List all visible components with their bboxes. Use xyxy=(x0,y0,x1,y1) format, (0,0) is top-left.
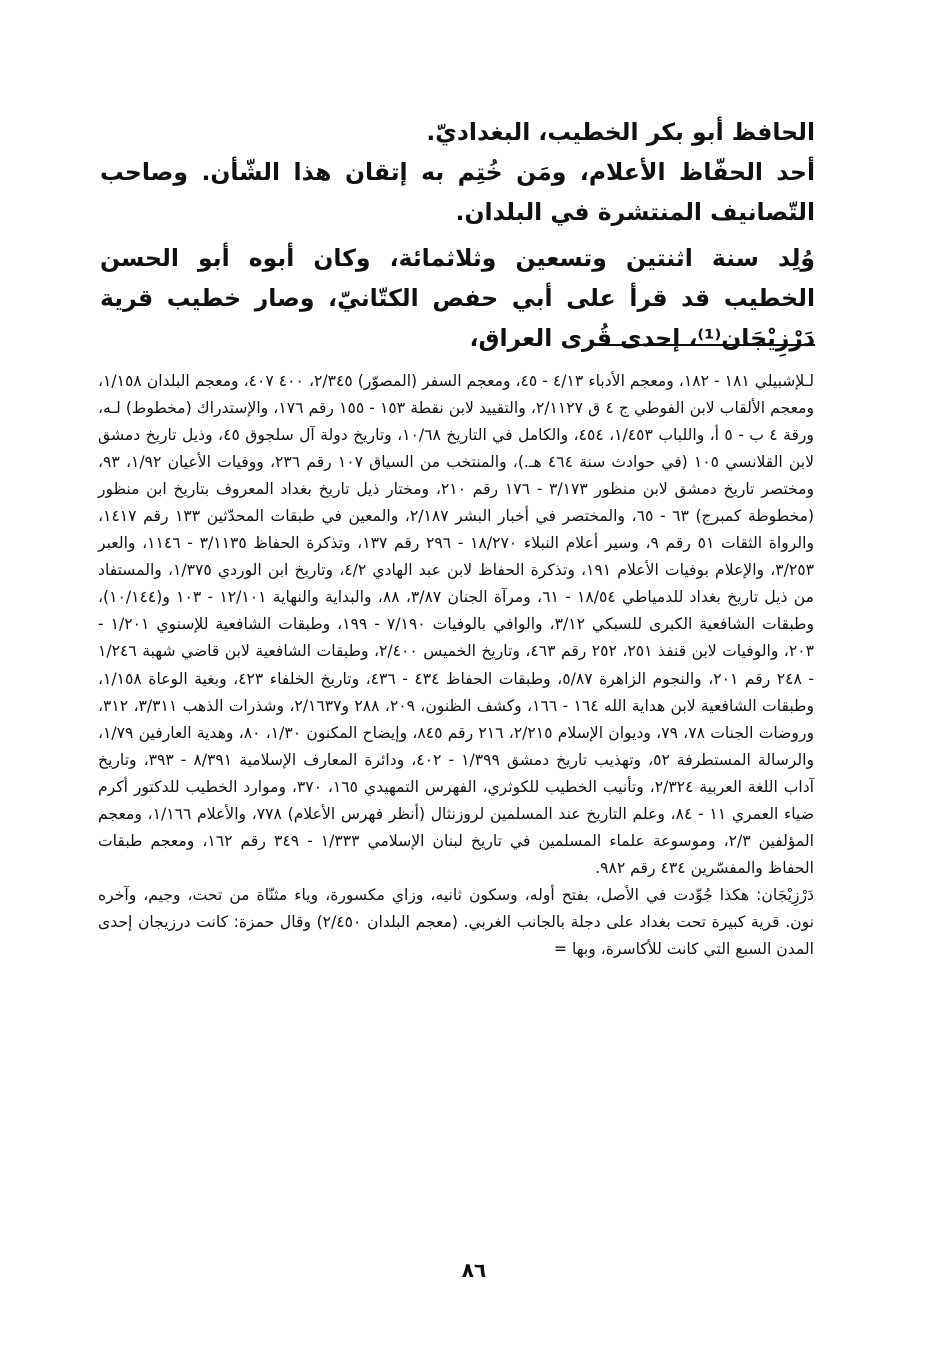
footnote-sources: لـلإشبيلي ١٨١ - ١٨٢، ومعجم الأدباء ٤/١٣ - ٤٥، ومعجم السفر (المصوّر) ٢/٣٤٥، ٤٠٠ ٤٠٧، ومعجم البلدان ١/١٥٨، ومعجم الألقاب لابن الفوطي ج ٤ ق ٢/١١٢٧، والتقييد لابن نقطة ١٥٣ - ١٥٥ رقم ١٧٦، والإستدراك (مخطوط) لـه، ورقة ٤ ب - ٥ أ، واللباب ١/٤٥٣، ٤٥٤، والكامل في التاريخ ١٠/٦٨، وتاريخ دولة آل سلجوق ٤٥، وذيل تاريخ دمشق لابن القلانسي ١٠٥ (في حوادث سنة ٤٦٤ هـ.)، والمنتخب من السياق ١٠٧ رقم ٢٣٦، ووفيات الأعيان ١/٩٢، ٩٣، ومختصر تاريخ دمشق لابن منظور ٣/١٧٣ - ١٧٦ رقم ٢١٠، ومختار ذيل تاريخ بغداد المعروف بتاريخ ابن منظور (مخطوطة كمبرج) ٦٣ - ٦٥، والمختصر في أخبار البشر ٢/١٨٧، والمعين في طبقات المحدّثين ١٣٣ رقم ١٤١٧، والرواة الثقات ٥١ رقم ٩، وسير أعلام النبلاء ١٨/٢٧٠ - ٢٩٦ رقم ١٣٧، وتذكرة الحفاظ ٣/١١٣٥ - ١١٤٦، والعبر ٣/٢٥٣، والإعلام بوفيات الأعلام ١٩١، وتذكرة الحفاظ لابن عبد الهادي ٤/٢، وتاريخ ابن الوردي ١/٣٧٥، والمستفاد من ذيل تاريخ بغداد للدمياطي ١٨/٥٤ - ٦١، ومرآة الجنان ٣/٨٧، ٨٨، والبداية والنهاية ١٢/١٠١ - ١٠٣ و(١٠/١٤٤)، وطبقات الشافعية الكبرى للسبكي ٣/١٢، والوافي بالوفيات ٧/١٩٠ - ١٩٩، وطبقات الشافعية للإسنوي ١/٢٠١ - ٢٠٣، والوفيات لابن قنفذ ٢٥١، ٢٥٢ رقم ٤٦٣، وتاريخ الخميس ٢/٤٠٠، وطبقات الشافعية لابن قاضي شهبة ١/٢٤٦ - ٢٤٨ رقم ٢٠١، والنجوم الزاهرة ٥/٨٧، وطبقات الحفاظ ٤٣٤ - ٤٣٦، وتاريخ الخلفاء ٤٢٣، وبغية الوعاة ١/١٥٨، وطبقات الشافعية لابن هداية الله ١٦٤ - ١٦٦، وكشف الظنون، ٢٠٩، ٢٨٨ و٢/١٦٣٧، وشذرات الذهب ٣/٣١١، ٣١٢، وروضات الجنات ٧٨، ٧٩، وديوان الإسلام ٢/٢١٥، ٢١٦ رقم ٨٤٥، وإيضاح المكنون ١/٣٠، ٨٠، وهدية العارفين ١/٧٩، والرسالة المستطرفة ٥٢، وتهذيب تاريخ دمشق ١/٣٩٩ - ٤٠٢، ودائرة المعارف الإسلامية ٨/٣٩١ - ٣٩٣، وتاريخ آداب اللغة العربية ٢/٣٢٤، وتأنيب الخطيب للكوثري، الفهرس التمهيدي ١٦٥، ٣٧٠، وموارد الخطيب للدكتور أكرم ضياء العمري ١١ - ٨٤، وعلم التاريخ عند المسلمين لروزنثال (أنظر فهرس الأعلام) ٧٧٨، والأعلام ١/١٦٦، ومعجم المؤلفين ٢/٣، وموسوعة علماء المسلمين في تاريخ لبنان الإسلامي ١/٣٣٣ - ٣٤٩ رقم ١٦٢، ومعجم طبقات الحفاظ والمفسّرين ٤٣٤ رقم ٩٨٢. xyxy=(98,372,815,877)
main-paragraph-biography: وُلِد سنة اثنتين وتسعين وثلاثمائة، وكان أبوه أبو الحسن الخطيب قد قرأ على أبي حفص الكتّانيّ، وصار خطيب قرية دَرْزِيْجَان⁽¹⁾، إحدى قُرى العراق، xyxy=(100,244,815,352)
page-number: ٨٦ xyxy=(461,1258,487,1282)
main-text xyxy=(100,112,815,358)
main-paragraph-title: الحافظ أبو بكر الخطيب، البغداديّ. xyxy=(426,118,815,146)
footnote-separator xyxy=(600,344,815,346)
footnote-1: دَرْزِيْجَان: هكذا جُوِّدت في الأصل، بفتح أوله، وسكون ثانيه، وزاي مكسورة، وياء مثنّاة من تحت، وجيم، وآخره نون. قرية كبيرة تحت بغداد على دجلة بالجانب الغربي. (معجم البلدان ٢/٤٥٠) وقال حمزة: كانت درزيجان إحدى المدن السبع التي كانت للأكاسرة، وبها = xyxy=(98,885,815,958)
main-paragraph-description: أحد الحفّاظ الأعلام، ومَن خُتِم به إتقان هذا الشّأن. وصاحب التّصانيف المنتشرة في البلدان. xyxy=(100,158,815,226)
footnotes xyxy=(98,368,814,963)
